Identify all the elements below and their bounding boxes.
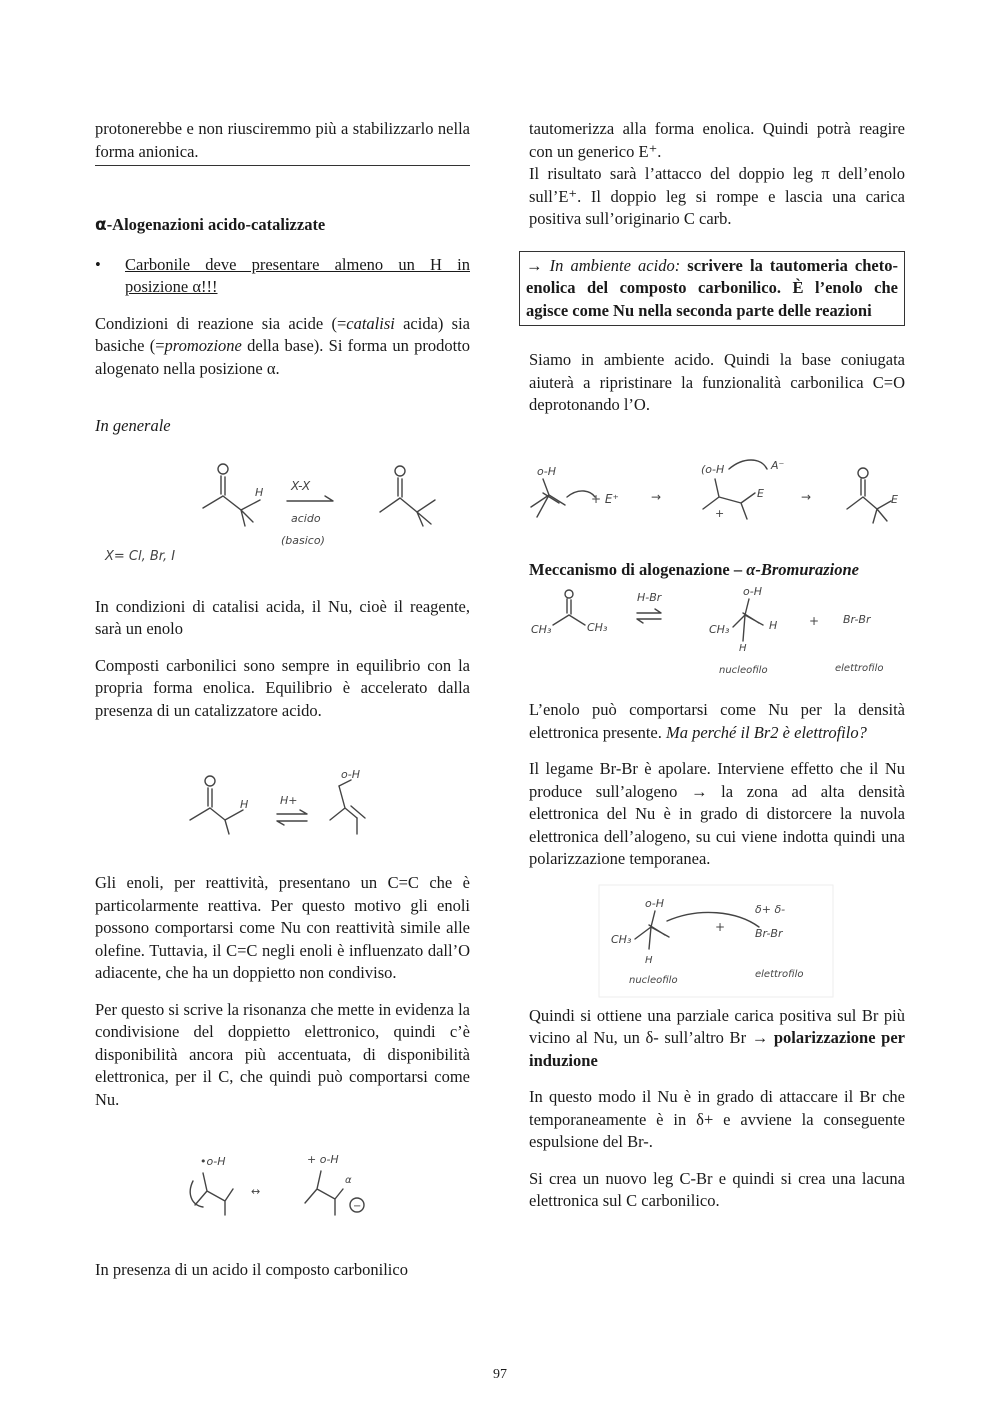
paragraph-modo: In questo modo il Nu è in grado di attaccare il Br che temporaneamente è in δ+ e avviene la conseguente espulsione del Br-.	[529, 1087, 905, 1151]
svg-text:+: +	[715, 919, 726, 934]
figure-general-reaction	[95, 438, 470, 596]
paragraph-legame: Il legame Br-Br è apolare. Interviene effetto che il Nu produce sull’alogeno → la zona ad alta densità elettronica del Nu è in grado di distorcere la nuvola elettronica dell’alogeno, su cui viene indotta quindi una polarizzazione temporanea.	[529, 759, 905, 868]
paragraph-ambiente: Siamo in ambiente acido. Quindi la base coniugata aiuterà a ripristinare la funzionalità carbonilica C=O deprotonando l’O.	[529, 350, 905, 414]
svg-text:o-H: o-H	[537, 464, 556, 478]
svg-text:↔: ↔	[251, 1185, 261, 1198]
paragraph-risonanza: Per questo si scrive la risonanza che mette in evidenza la condivisione del doppietto elettronico, quindi c’è disponibilità ancora più accentuata, di disponibilità elettronica, per il C, che quindi può comportarsi come Nu.	[95, 999, 470, 1109]
fig2-reagent: H+	[280, 794, 298, 807]
paragraph-enoli: Gli enoli, per reattività, presentano un C=C che è particolarmente reattiva. Per questo motivo gli enoli possono comportarsi come Nu con reattività simile alle olefine. Tuttavia, il C=C negli enoli è influenzato dall’O adiacente, che ha un doppietto non condiviso.	[95, 873, 470, 982]
svg-text:E: E	[891, 492, 898, 506]
svg-text:→: →	[801, 489, 812, 504]
figure-deprotonation	[529, 417, 905, 559]
svg-text:•o-H: •o-H	[200, 1155, 226, 1168]
paragraph-crea: Si crea un nuovo leg C-Br e quindi si crea una lacuna elettronica sul C carbonilico.	[529, 1168, 905, 1210]
svg-text:o-H: o-H	[743, 585, 762, 598]
fig1-cond-basic: (basico)	[281, 533, 325, 547]
svg-text:H: H	[240, 798, 249, 811]
fig1-x-label: X= Cl, Br, I	[105, 548, 176, 564]
paragraph-enolo: In condizioni di catalisi acida, il Nu, cioè il reagente, sarà un enolo	[95, 596, 470, 638]
svg-text:H: H	[645, 954, 653, 966]
pol-br2-label: Br-Br	[755, 926, 783, 940]
svg-text:CH₃: CH₃	[587, 621, 608, 634]
paragraph-risultato: Il risultato sarà l’attacco del doppio leg π dell’enolo sull’E⁺. Il doppio leg si rompe e lascia una carica positiva sull’originario C carb.	[529, 164, 905, 228]
paragraph-equilibrio: Composti carbonilici sono sempre in equilibrio con la propria forma enolica. Equilibrio è accelerato dalla presenza di un catalizzatore acido.	[95, 655, 470, 720]
figure-tautomerism	[95, 722, 470, 872]
mech-elettrofilo-label: elettrofilo	[835, 663, 884, 674]
svg-text:+ o-H: + o-H	[307, 1153, 339, 1166]
svg-text:α: α	[345, 1175, 352, 1186]
mech-reagent: H-Br	[637, 591, 662, 604]
svg-text:+: +	[809, 614, 820, 628]
svg-text:H: H	[769, 619, 778, 632]
figure-mechanism	[529, 581, 905, 699]
fig1-reagent: X-X	[291, 478, 311, 493]
bullet-item: • Carbonile deve presentare almeno un H in posizione α!!!	[95, 254, 470, 299]
svg-text:(o-H: (o-H	[701, 462, 725, 476]
svg-text:A⁻: A⁻	[771, 458, 785, 472]
fig1-cond-acid: acido	[291, 511, 321, 525]
svg-text:−: −	[353, 1201, 362, 1212]
paragraph-tauto: tautomerizza alla forma enolica. Quindi potrà reagire con un generico E⁺.	[529, 119, 905, 161]
svg-text:CH₃: CH₃	[709, 623, 730, 636]
pol-nucleofilo-label: nucleofilo	[629, 974, 678, 986]
svg-text:H: H	[739, 643, 747, 654]
svg-text:o-H: o-H	[341, 768, 360, 781]
label-in-generale: In generale	[95, 416, 171, 435]
svg-text:CH₃: CH₃	[611, 932, 632, 946]
svg-text:+: +	[715, 506, 725, 520]
paragraph-parziale: Quindi si ottiene una parziale carica positiva sul Br più vicino al Nu, un δ- sull’altro Br → polarizzazione per induzione	[529, 1005, 906, 1070]
paragraph-acido: In presenza di un acido il composto carbonilico	[95, 1260, 408, 1279]
svg-text:→: →	[651, 489, 662, 504]
svg-text:o-H: o-H	[645, 896, 664, 910]
mech-nucleofilo-label: nucleofilo	[719, 665, 768, 676]
paragraph-conditions: Condizioni di reazione sia acide (=catalisi acida) sia basiche (=promozione della base). Si forma un prodotto alogenato nella posizione α.	[95, 313, 471, 378]
left-column	[95, 118, 470, 1282]
page-number: 97	[493, 1367, 507, 1382]
pol-deltas: δ+ δ-	[755, 902, 786, 916]
section-heading: α-Alogenazioni acido-catalizzate	[95, 215, 326, 235]
mechanism-heading: Meccanismo di alogenazione – α-Bromurazione	[529, 559, 859, 579]
svg-text:E: E	[757, 486, 764, 500]
svg-text:CH₃: CH₃	[531, 623, 552, 636]
right-column	[526, 118, 906, 1213]
fig1-h-label: H	[255, 485, 264, 499]
svg-text:+ E⁺: + E⁺	[591, 491, 619, 506]
pol-elettrofilo-label: elettrofilo	[755, 968, 804, 980]
figure-resonance	[95, 1111, 470, 1259]
paragraph-intro: protonerebbe e non riusciremmo più a stabilizzarlo nella forma anionica.	[95, 119, 470, 161]
highlight-box: → In ambiente acido: scrivere la tautomeria cheto-enolica del composto carbonilico. È l’enolo che agisce come Nu nella seconda parte delle reazioni	[519, 251, 905, 327]
figure-polarization	[529, 871, 905, 1005]
paragraph-enolo-nu: L’enolo può comportarsi come Nu per la densità elettronica presente. Ma perché il Br2 è elettrofilo?	[529, 700, 905, 742]
mech-br2-label: Br-Br	[843, 613, 871, 626]
